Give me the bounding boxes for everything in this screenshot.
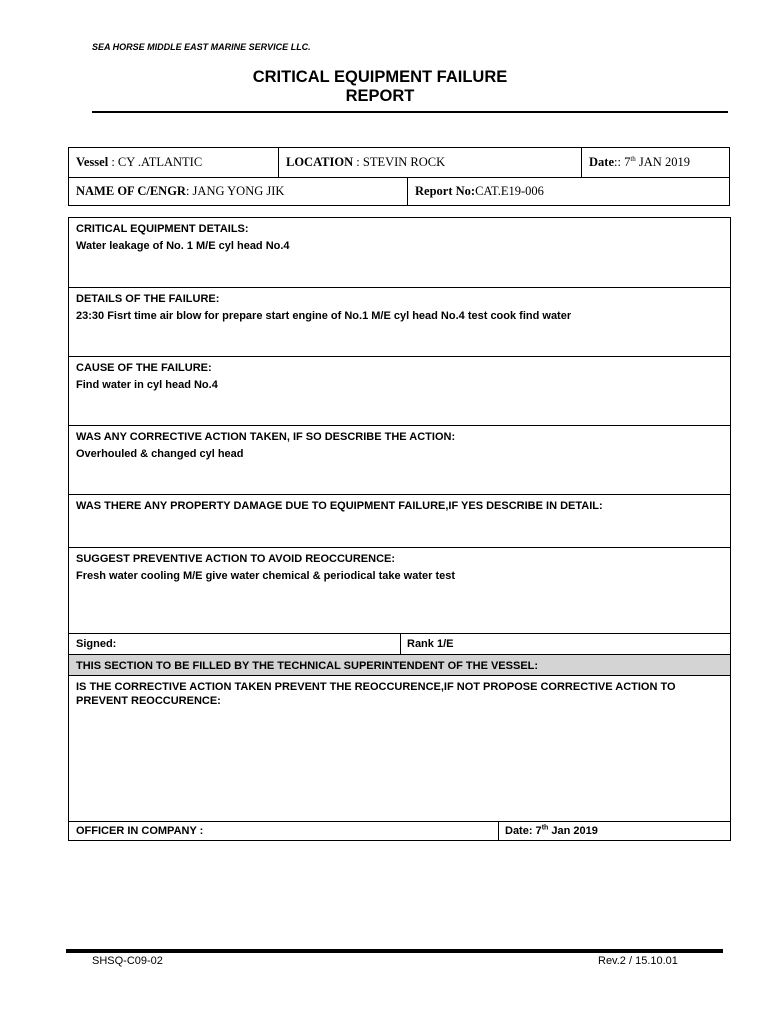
- officer-label: OFFICER IN COMPANY :: [76, 825, 204, 837]
- equipment-section: [69, 218, 730, 288]
- vessel-value: : CY .ATLANTIC: [111, 155, 203, 169]
- corrective-text: Overhouled & changed cyl head: [76, 448, 244, 460]
- doc-code: SHSQ-C09-02: [92, 955, 163, 967]
- preventive-heading: SUGGEST PREVENTIVE ACTION TO AVOID REOCCURENCE:: [76, 553, 396, 565]
- header-row-2: [69, 177, 729, 205]
- equipment-text: Water leakage of No. 1 M/E cyl head No.4: [76, 240, 290, 252]
- vessel-label: Vessel: [76, 155, 109, 169]
- report-no-label: Report No:: [415, 184, 476, 198]
- report-no-value: CAT.E19-006: [475, 184, 544, 198]
- cause-heading: CAUSE OF THE FAILURE:: [76, 362, 212, 374]
- failure-text: 23:30 Fisrt time air blow for prepare start engine of No.1 M/E cyl head No.4 test cook find water: [76, 310, 572, 322]
- revision: Rev.2 / 15.10.01: [598, 955, 678, 967]
- report-form: [68, 217, 731, 841]
- location-label: LOCATION: [286, 155, 354, 169]
- date-suffix: th: [630, 154, 636, 163]
- title-line-1: CRITICAL EQUIPMENT FAILURE: [252, 68, 508, 86]
- cause-text: Find water in cyl head No.4: [76, 379, 218, 391]
- title-underline: [92, 111, 728, 113]
- officer-row: [69, 822, 730, 841]
- signed-label: Signed:: [76, 638, 117, 650]
- report-title: [160, 68, 600, 106]
- corrective-section: [69, 426, 730, 495]
- superintendent-banner: [69, 655, 730, 676]
- rank-label: Rank 1/E: [407, 638, 454, 650]
- engineer-label: NAME OF C/ENGR: [76, 184, 186, 198]
- engineer-cell: [69, 177, 407, 205]
- equipment-heading: CRITICAL EQUIPMENT DETAILS:: [76, 223, 249, 235]
- title-line-2: REPORT: [345, 87, 415, 105]
- date-cell: [582, 148, 729, 177]
- preventive-section: [69, 548, 730, 634]
- officer-date-rest: Jan 2019: [548, 825, 598, 837]
- location-cell: [279, 148, 581, 177]
- vessel-cell: [69, 148, 278, 177]
- date-label: Date: [589, 155, 614, 169]
- date-day: :: 7: [614, 155, 631, 169]
- date-month-year: JAN 2019: [635, 155, 690, 169]
- reoccurence-heading: IS THE CORRECTIVE ACTION TAKEN PREVENT THE REOCCURENCE,IF NOT PROPOSE CORRECTIVE ACTION TO PREVENT REOCCURENCE:: [76, 681, 676, 707]
- failure-heading: DETAILS OF THE FAILURE:: [76, 293, 220, 305]
- report-no-cell: [408, 177, 728, 205]
- cause-section: [69, 357, 730, 426]
- reoccurence-section: [69, 676, 730, 822]
- failure-section: [69, 288, 730, 357]
- company-name: SEA HORSE MIDDLE EAST MARINE SERVICE LLC.: [92, 42, 311, 52]
- preventive-text: Fresh water cooling M/E give water chemical & periodical take water test: [76, 570, 456, 582]
- engineer-value: : JANG YONG JIK: [185, 184, 285, 198]
- corrective-heading: WAS ANY CORRECTIVE ACTION TAKEN, IF SO DESCRIBE THE ACTION:: [76, 431, 456, 443]
- header-row-1: [69, 148, 729, 178]
- damage-section: [69, 495, 730, 548]
- officer-date-prefix: Date: 7: [505, 825, 542, 837]
- divider: [400, 634, 401, 654]
- location-value: : STEVIN ROCK: [356, 155, 446, 169]
- footer-rule: [66, 949, 723, 953]
- damage-heading: WAS THERE ANY PROPERTY DAMAGE DUE TO EQUIPMENT FAILURE,IF YES DESCRIBE IN DETAIL:: [76, 500, 603, 512]
- officer-date-suffix: th: [541, 824, 549, 832]
- officer-date: [505, 825, 598, 837]
- superintendent-heading: THIS SECTION TO BE FILLED BY THE TECHNICAL SUPERINTENDENT OF THE VESSEL:: [76, 660, 539, 672]
- signature-row: [69, 634, 730, 655]
- divider: [498, 822, 499, 841]
- header-table: [68, 147, 730, 206]
